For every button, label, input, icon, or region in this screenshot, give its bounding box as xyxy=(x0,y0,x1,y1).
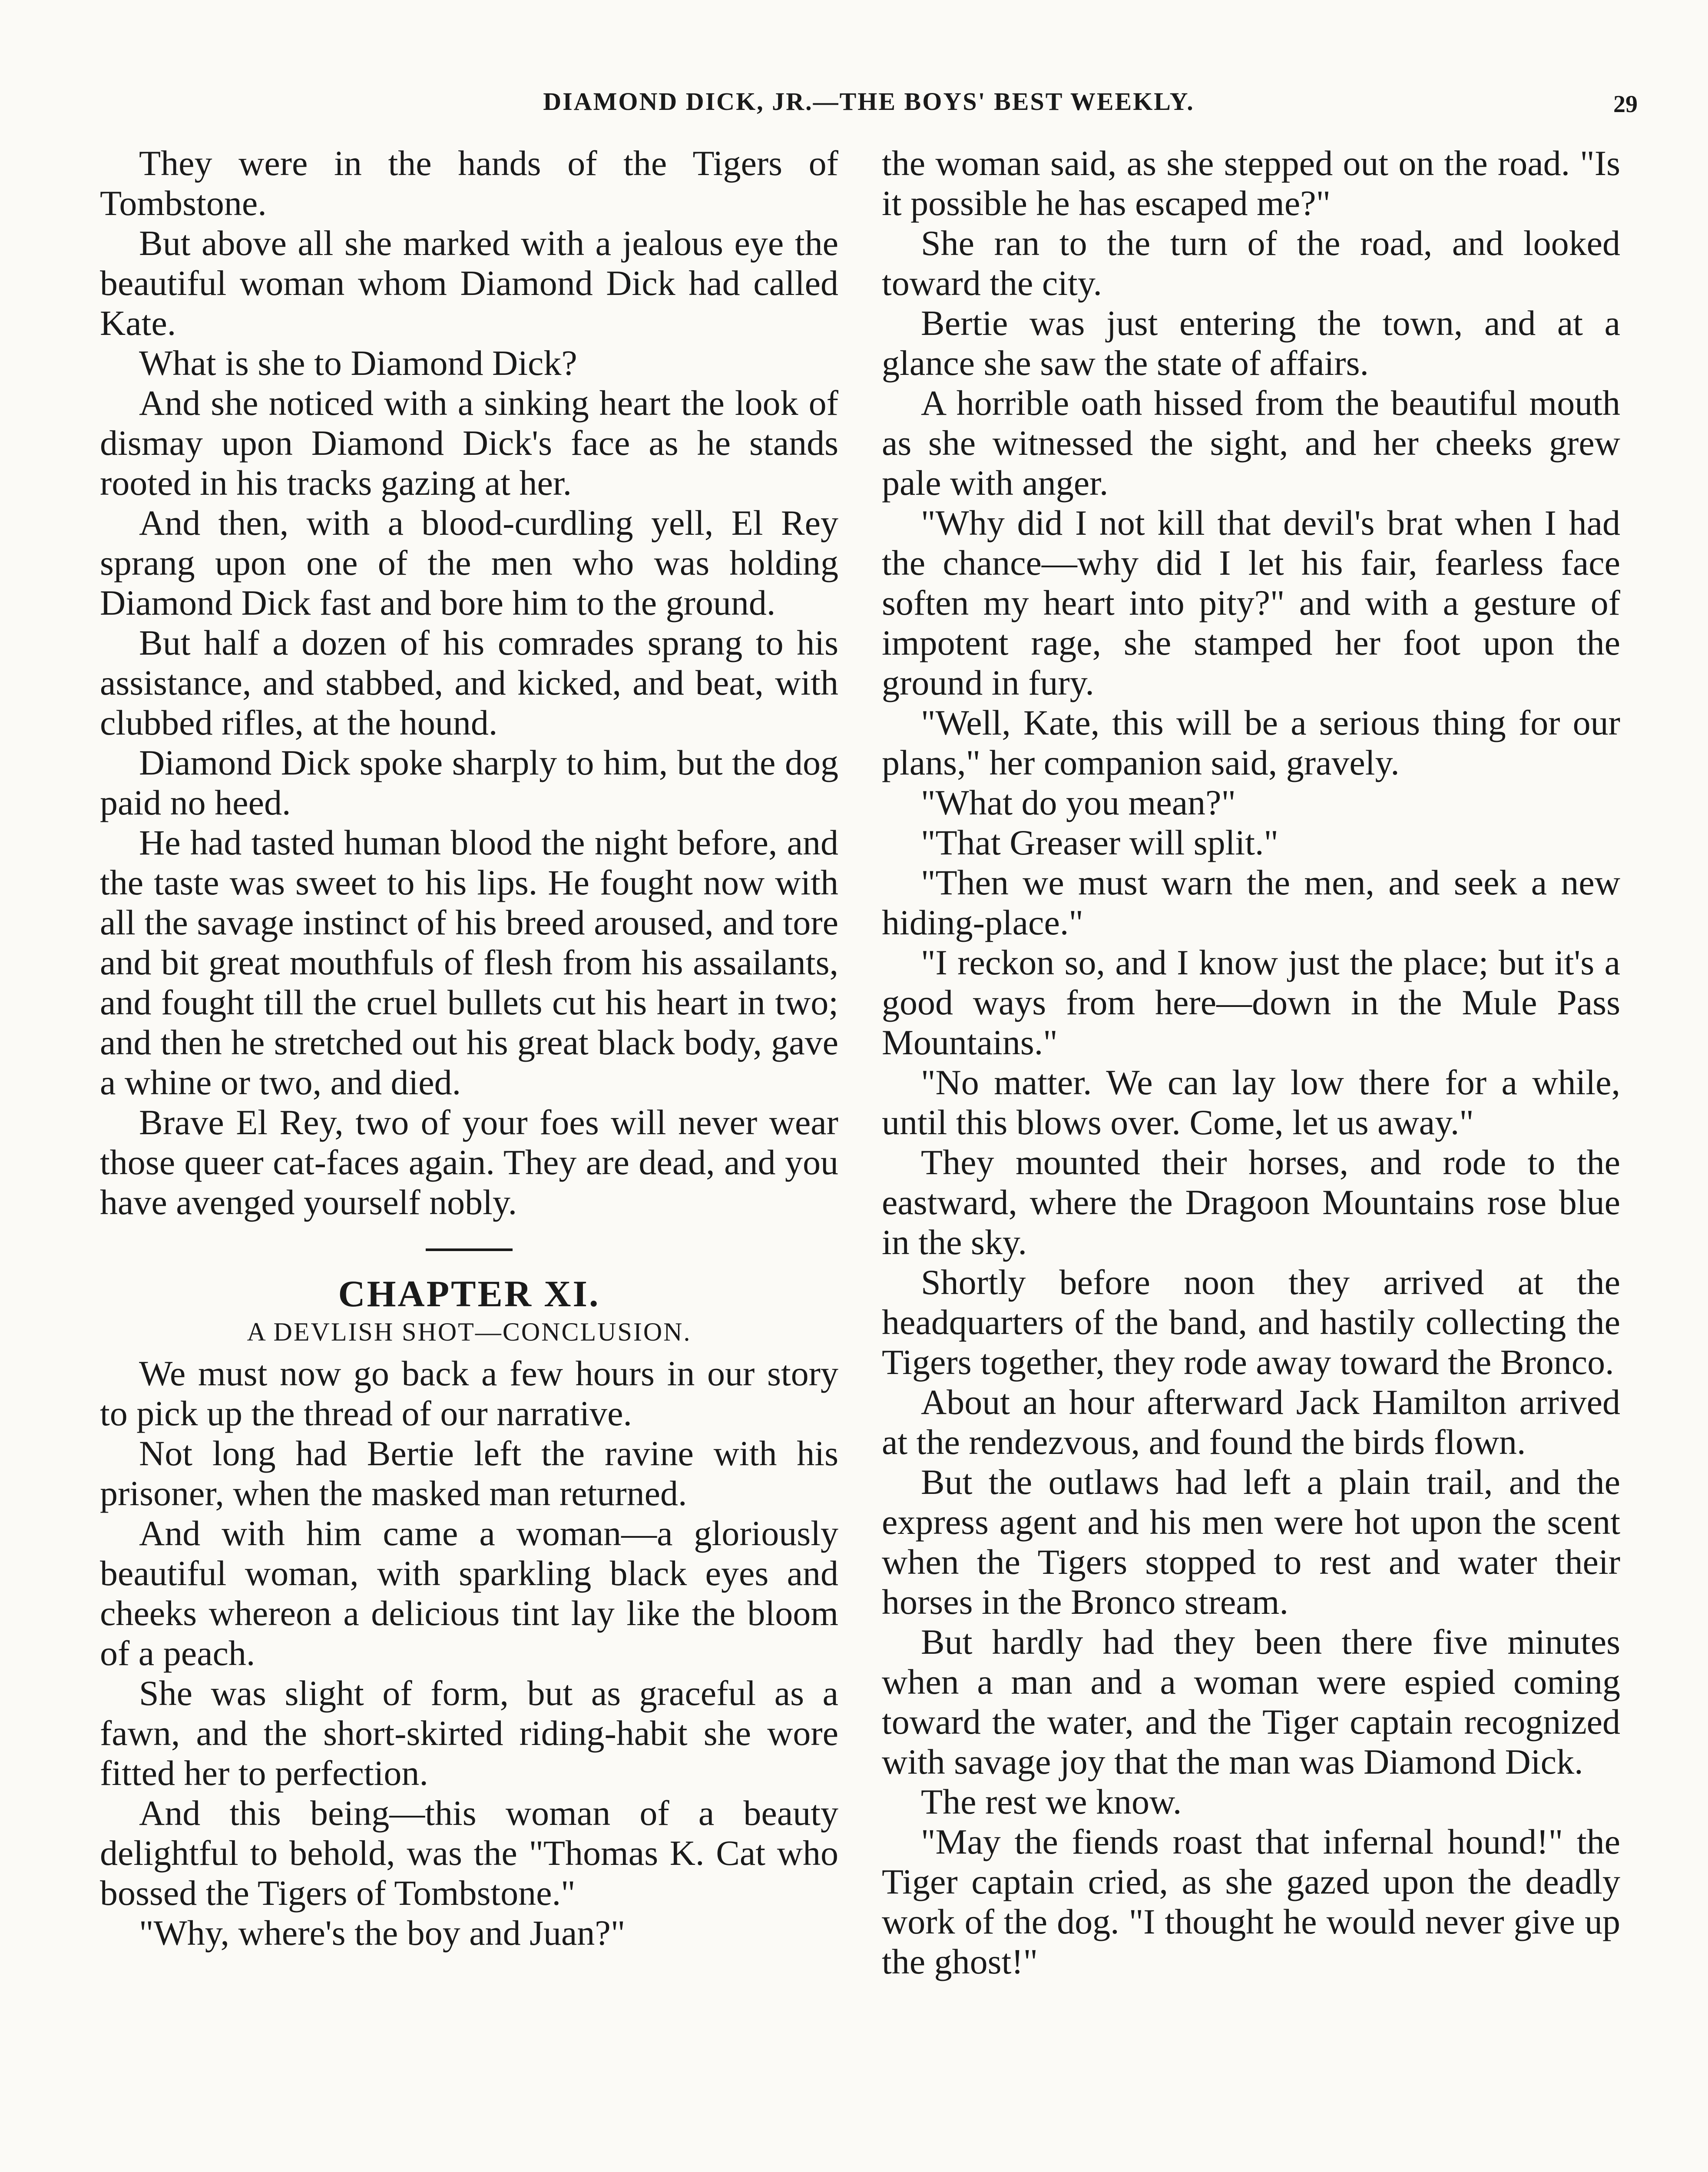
left-column-body xyxy=(100,143,838,1222)
section-divider xyxy=(426,1248,513,1251)
paragraph: Brave El Rey, two of your foes will never wear those queer cat-faces again. They are dead, and you have avenged yourself nobly. xyxy=(100,1103,838,1222)
paragraph: He had tasted human blood the night before, and the taste was sweet to his lips. He fought now with all the savage instinct of his breed aroused, and tore and bit great mouthfuls of flesh from his assailants, and fought till the cruel bullets cut his heart in two; and then he stretched out his great black body, gave a whine or two, and died. xyxy=(100,823,838,1102)
paragraph: "I reckon so, and I know just the place; but it's a good ways from here—down in the Mule Pass Mountains." xyxy=(882,943,1620,1062)
paragraph: What is she to Diamond Dick? xyxy=(139,343,577,383)
paragraph: She was slight of form, but as graceful as a fawn, and the short-skirted riding-habit she wore fitted her to perfection. xyxy=(100,1673,838,1793)
paragraph: But the outlaws had left a plain trail, and the express agent and his men were hot upon the scent when the Tigers stopped to rest and water their horses in the Bronco stream. xyxy=(882,1462,1620,1622)
paragraph: But half a dozen of his comrades sprang to his assistance, and stabbed, and kicked, and beat, with clubbed rifles, at the hound. xyxy=(100,623,838,742)
page-header xyxy=(100,87,1638,139)
paragraph: A horrible oath hissed from the beautiful mouth as she witnessed the sight, and her cheeks grew pale with anger. xyxy=(882,383,1620,503)
paragraph: And she noticed with a sinking heart the look of dismay upon Diamond Dick's face as he stands rooted in his tracks gazing at her. xyxy=(100,383,838,503)
paragraph: "That Greaser will split." xyxy=(921,823,1278,862)
left-column-chapter-body xyxy=(100,1354,838,1953)
paragraph: And then, with a blood-curdling yell, El Rey sprang upon one of the men who was holding Diamond Dick fast and bore him to the ground. xyxy=(100,503,838,622)
paragraph: The rest we know. xyxy=(921,1782,1182,1821)
right-column xyxy=(882,143,1620,1982)
paragraph: And with him came a woman—a gloriously beautiful woman, with sparkling black eyes and cheeks whereon a delicious tint lay like the bloom of a peach. xyxy=(100,1513,838,1673)
paragraph: "Well, Kate, this will be a serious thing for our plans," her companion said, gravely. xyxy=(882,703,1620,782)
paragraph: "No matter. We can lay low there for a while, until this blows over. Come, let us away." xyxy=(882,1063,1620,1142)
paragraph: Not long had Bertie left the ravine with his prisoner, when the masked man returned. xyxy=(100,1434,838,1513)
paragraph: "Then we must warn the men, and seek a new hiding-place." xyxy=(882,863,1620,942)
paragraph: Diamond Dick spoke sharply to him, but the dog paid no heed. xyxy=(100,743,838,822)
paragraph: Bertie was just entering the town, and at a glance she saw the state of affairs. xyxy=(882,303,1620,383)
paragraph: They mounted their horses, and rode to the eastward, where the Dragoon Mountains rose blue in the sky. xyxy=(882,1142,1620,1262)
paragraph: But hardly had they been there five minutes when a man and a woman were espied coming toward the water, and the Tiger captain recognized with savage joy that the man was Diamond Dick. xyxy=(882,1622,1620,1781)
left-column xyxy=(100,143,838,1953)
paragraph: And this being—this woman of a beauty delightful to behold, was the "Thomas K. Cat who bossed the Tigers of Tombstone." xyxy=(100,1793,838,1913)
right-column-body xyxy=(882,143,1620,1982)
page-number: 29 xyxy=(1613,91,1638,118)
chapter-subtitle: A DEVLISH SHOT—CONCLUSION. xyxy=(247,1318,692,1346)
paragraph: We must now go back a few hours in our story to pick up the thread of our narrative. xyxy=(100,1354,838,1433)
paragraph: "What do you mean?" xyxy=(921,783,1236,822)
chapter-heading: CHAPTER XI. xyxy=(338,1273,600,1314)
paragraph: She ran to the turn of the road, and looked toward the city. xyxy=(882,223,1620,303)
paragraph: the woman said, as she stepped out on the road. "Is it possible he has escaped me?" xyxy=(882,143,1620,223)
running-title: DIAMOND DICK, JR.—THE BOYS' BEST WEEKLY. xyxy=(543,87,1195,116)
paragraph: "May the fiends roast that infernal hound!" the Tiger captain cried, as she gazed upon the deadly work of the dog. "I thought he would never give up the ghost!" xyxy=(882,1822,1620,1981)
paragraph: Shortly before noon they arrived at the headquarters of the band, and hastily collecting the Tigers together, they rode away toward the Bronco. xyxy=(882,1262,1620,1382)
paragraph: "Why did I not kill that devil's brat when I had the chance—why did I let his fair, fearless face soften my heart into pity?" and with a gesture of impotent rage, she stamped her foot upon the ground in fury. xyxy=(882,503,1620,702)
paragraph: But above all she marked with a jealous eye the beautiful woman whom Diamond Dick had called Kate. xyxy=(100,223,838,343)
paragraph: About an hour afterward Jack Hamilton arrived at the rendezvous, and found the birds flown. xyxy=(882,1382,1620,1462)
paragraph: "Why, where's the boy and Juan?" xyxy=(139,1913,626,1953)
paragraph: They were in the hands of the Tigers of Tombstone. xyxy=(100,143,838,223)
